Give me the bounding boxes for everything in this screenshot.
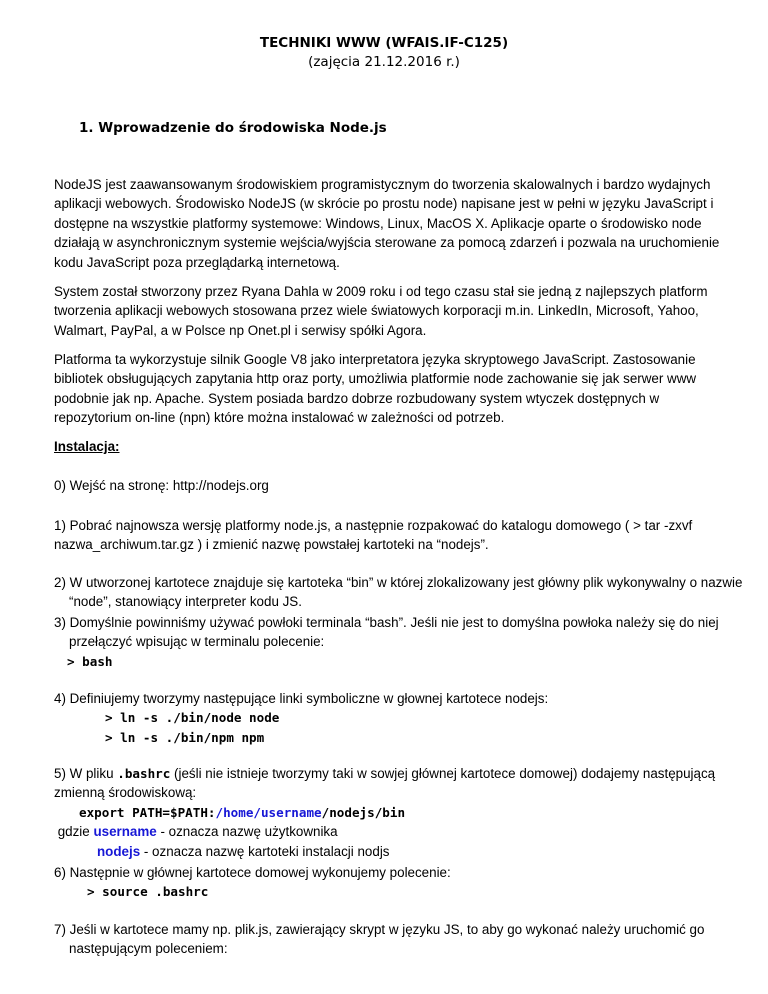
gdzie-label: gdzie [54, 824, 94, 840]
install-step-7: 7) Jeśli w kartotece mamy np. plik.js, zawierający skrypt w języku JS, to aby go wykonać należy uruchomić go następującym poleceniem: [54, 922, 705, 957]
install-step-5 [54, 764, 734, 861]
install-step-0: 0) Wejść na stronę: http://nodejs.org [54, 478, 269, 493]
install-step-6 [54, 863, 734, 902]
install-step-3 [54, 613, 749, 671]
export-path-command [54, 803, 734, 822]
symlink-node-command: > ln -s ./bin/node node [105, 710, 280, 726]
nodejs-description: - oznacza nazwę kartoteki instalacji nodjs [140, 843, 390, 859]
install-step-4 [54, 689, 734, 747]
document-subtitle: (zajęcia 21.12.2016 r.) [308, 54, 460, 70]
bash-command: > bash [67, 653, 113, 669]
document-title: TECHNIKI WWW (WFAIS.IF-C125) [259, 35, 509, 51]
install-step-6-text: 6) Następnie w głównej kartotece domowej wykonujemy polecenie: [54, 865, 451, 880]
export-path-prefix: export PATH=$PATH: [79, 804, 216, 820]
username-term: username [93, 824, 157, 840]
bashrc-filename: .bashrc [117, 766, 171, 781]
nodejs-explanation [54, 842, 734, 861]
document-header [0, 34, 768, 72]
symlink-npm-command: > ln -s ./bin/npm npm [105, 729, 265, 745]
username-explanation [54, 822, 734, 841]
install-heading: Instalacja: [54, 439, 120, 454]
install-step-5-text-a: 5) W pliku [54, 766, 118, 781]
install-step-5-text-b: (jeśli nie istnieje tworzymy taki w sowjej głównej kartotece domowej) dodajemy następującą zmienną środowiskową: [54, 766, 716, 801]
paragraph-platform: Platforma ta wykorzystuje silnik Google V8 jako interpretatora języka skryptowego JavaScript. Zastosowanie bibliotek obsługujących zapytania http oraz porty, umożliwia platformie node zachowanie się jak serwer www podobnie jak np. Apache. System posiada bardzo dobrze rozbudowany system wtyczek dostępnych w repozytorium on-line (npn) które można instalować w zależności od potrzeb. [54, 352, 697, 426]
paragraph-intro: NodeJS jest zaawansowanym środowiskiem programistycznym do tworzenia skalowalnych i bardzo wydajnych aplikacji webowych. Środowisko NodeJS (w skrócie po prostu node) napisane jest w pełni w języku JavaScript i dostępne na wszystkie platformy systemowe: Windows, Linux, MacOS X. Aplikacje oparte o środowisko node działają w asynchronicznym systemie wejścia/wyjścia sterowane za pomocą zdarzeń i pozwala na uruchomienie kodu JavaScript poza przeglądarką internetową. [54, 177, 720, 270]
source-bashrc-command: > source .bashrc [87, 884, 209, 900]
install-step-2: 2) W utworzonej kartotece znajduje się kartoteka “bin” w której zlokalizowany jest główny plik wykonywalny o nazwie “node”, stanowiący interpreter kodu JS. [54, 575, 743, 610]
section-heading: 1. Wprowadzenie do środowiska Node.js [79, 120, 387, 136]
install-step-1: 1) Pobrać najnowsza wersję platformy node.js, a następnie rozpakować do katalogu domowego ( > tar -zxvf nazwa_archiwum.tar.gz ) i zmienić nazwę powstałej kartoteki na “nodejs”. [54, 518, 693, 553]
nodejs-term: nodejs [97, 843, 141, 859]
export-path-username: /home/username [215, 804, 322, 820]
export-path-suffix: /nodejs/bin [321, 804, 406, 820]
paragraph-history: System został stworzony przez Ryana Dahla w 2009 roku i od tego czasu stał sie jedną z najlepszych platform tworzenia aplikacji webowych stosowana przez wiele światowych korporacji m.in. LinkedIn, Microsoft, Yahoo, Walmart, PayPal, a w Polsce np Onet.pl i serwisy spółki Agora. [54, 284, 708, 338]
install-step-4-text: 4) Definiujemy tworzymy następujące linki symboliczne w głownej kartotece nodejs: [54, 691, 549, 706]
install-step-3-text: 3) Domyślnie powinniśmy używać powłoki terminala “bash”. Jeśli nie jest to domyślna powłoka należy się do niej przełączyć wpisując w terminalu polecenie: [54, 615, 719, 650]
username-description: - oznacza nazwę użytkownika [156, 824, 338, 840]
